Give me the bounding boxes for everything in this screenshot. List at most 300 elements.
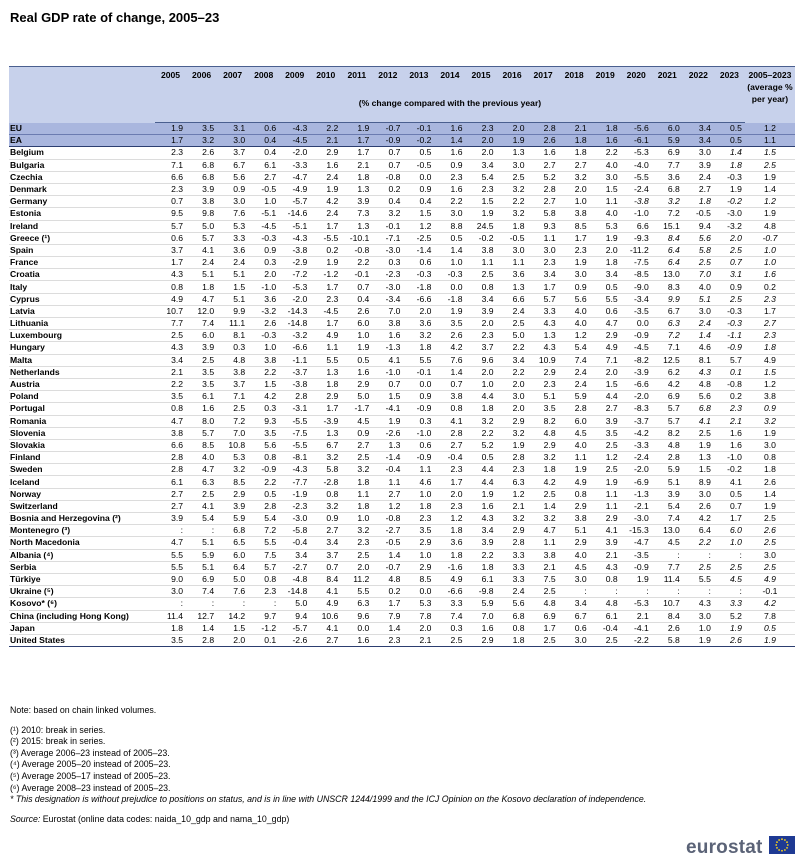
value-cell: 2.2 — [248, 476, 279, 488]
value-cell: -4.5 — [248, 220, 279, 232]
value-cell: -0.8 — [372, 171, 403, 183]
value-cell: 5.1 — [652, 476, 683, 488]
value-cell: 7.1 — [155, 159, 186, 171]
average-cell: 1.8 — [745, 464, 795, 476]
value-cell: 2.7 — [341, 439, 372, 451]
value-cell: -0.3 — [434, 269, 465, 281]
value-cell: 2.7 — [372, 488, 403, 500]
value-cell: 1.9 — [714, 183, 745, 195]
value-cell: 1.5 — [217, 281, 248, 293]
value-cell: 1.7 — [310, 281, 341, 293]
value-cell: 2.5 — [590, 634, 621, 646]
table-row — [9, 244, 795, 256]
value-cell: 1.6 — [434, 147, 465, 159]
value-cell: 4.5 — [652, 537, 683, 549]
value-cell: 2.5 — [341, 452, 372, 464]
value-cell: 2.3 — [372, 634, 403, 646]
value-cell: 1.1 — [341, 488, 372, 500]
value-cell: 5.9 — [559, 391, 590, 403]
value-cell: 3.4 — [497, 354, 528, 366]
table-row — [9, 318, 795, 330]
value-cell: 3.4 — [279, 549, 310, 561]
value-cell: -4.5 — [310, 305, 341, 317]
value-cell: 3.0 — [683, 147, 714, 159]
row-label: Sweden — [9, 464, 155, 476]
value-cell: 2.6 — [714, 634, 745, 646]
value-cell: 5.0 — [279, 598, 310, 610]
value-cell: 3.5 — [186, 366, 217, 378]
value-cell: 7.8 — [403, 610, 434, 622]
year-header: 2017 — [528, 67, 559, 85]
value-cell: 2.3 — [528, 257, 559, 269]
value-cell: 10.7 — [155, 305, 186, 317]
value-cell: 1.2 — [434, 513, 465, 525]
row-label: Bulgaria — [9, 159, 155, 171]
source-line — [10, 814, 646, 826]
value-cell: 5.1 — [186, 537, 217, 549]
value-cell: 4.3 — [528, 318, 559, 330]
value-cell: 6.6 — [155, 439, 186, 451]
value-cell: 2.6 — [248, 318, 279, 330]
value-cell: 1.1 — [403, 464, 434, 476]
year-header: 2006 — [186, 67, 217, 85]
value-cell: 2.5 — [714, 293, 745, 305]
value-cell: 2.3 — [155, 183, 186, 195]
value-cell: -1.8 — [403, 281, 434, 293]
value-cell: 7.4 — [652, 513, 683, 525]
value-cell: 3.5 — [590, 427, 621, 439]
value-cell: 3.1 — [217, 123, 248, 135]
value-cell: 5.5 — [403, 354, 434, 366]
value-cell: 1.6 — [528, 147, 559, 159]
value-cell: 2.9 — [497, 525, 528, 537]
value-cell: -1.3 — [621, 488, 652, 500]
value-cell: 4.3 — [683, 366, 714, 378]
value-cell: -14.3 — [279, 305, 310, 317]
header-corner — [9, 67, 155, 123]
row-label: Slovakia — [9, 439, 155, 451]
value-cell: 1.8 — [465, 403, 496, 415]
value-cell: 6.6 — [497, 293, 528, 305]
value-cell: : — [155, 525, 186, 537]
row-label: Kosovo* (⁶) — [9, 598, 155, 610]
value-cell: 7.6 — [217, 208, 248, 220]
year-header: 2012 — [372, 67, 403, 85]
value-cell: 1.8 — [310, 378, 341, 390]
value-cell: 9.4 — [683, 220, 714, 232]
value-cell: 2.5 — [714, 561, 745, 573]
value-cell: 3.4 — [559, 598, 590, 610]
table-row — [9, 427, 795, 439]
value-cell: -6.6 — [621, 378, 652, 390]
value-cell: 3.2 — [497, 208, 528, 220]
value-cell: 1.9 — [372, 415, 403, 427]
value-cell: 2.6 — [683, 500, 714, 512]
value-cell: -0.3 — [714, 171, 745, 183]
value-cell: 3.8 — [186, 196, 217, 208]
value-cell: 1.9 — [497, 439, 528, 451]
value-cell: 2.2 — [434, 196, 465, 208]
value-cell: 4.8 — [217, 354, 248, 366]
value-cell: 3.8 — [559, 208, 590, 220]
value-cell: -0.2 — [403, 135, 434, 147]
value-cell: 0.4 — [341, 293, 372, 305]
value-cell: 3.5 — [248, 427, 279, 439]
value-cell: 1.4 — [714, 147, 745, 159]
value-cell: 3.6 — [217, 244, 248, 256]
value-cell: 3.0 — [559, 269, 590, 281]
value-cell: 1.9 — [559, 464, 590, 476]
value-cell: 10.8 — [217, 439, 248, 451]
value-cell: 5.9 — [652, 135, 683, 147]
value-cell: 0.2 — [372, 183, 403, 195]
value-cell: -1.4 — [403, 244, 434, 256]
row-label: Serbia — [9, 561, 155, 573]
value-cell: -0.2 — [465, 232, 496, 244]
value-cell: 1.8 — [683, 196, 714, 208]
value-cell: 9.9 — [652, 293, 683, 305]
value-cell: -6.1 — [621, 135, 652, 147]
value-cell: 1.0 — [341, 330, 372, 342]
value-cell: 5.3 — [403, 598, 434, 610]
table-row — [9, 123, 795, 135]
row-label: Slovenia — [9, 427, 155, 439]
value-cell: -0.9 — [621, 561, 652, 573]
value-cell: 5.5 — [155, 549, 186, 561]
value-cell: 4.6 — [403, 476, 434, 488]
value-cell: 3.9 — [155, 513, 186, 525]
value-cell: 10.7 — [652, 598, 683, 610]
value-cell: 0.8 — [559, 488, 590, 500]
value-cell: 4.2 — [683, 513, 714, 525]
value-cell: 4.7 — [186, 464, 217, 476]
year-header: 2011 — [341, 67, 372, 85]
value-cell: 8.8 — [434, 220, 465, 232]
value-cell: 6.8 — [186, 159, 217, 171]
value-cell: 1.9 — [155, 123, 186, 135]
value-cell: -5.8 — [279, 525, 310, 537]
value-cell: 0.6 — [248, 123, 279, 135]
value-cell: 4.3 — [528, 342, 559, 354]
value-cell: 5.3 — [590, 220, 621, 232]
row-label: Türkiye — [9, 573, 155, 585]
value-cell: 6.2 — [652, 366, 683, 378]
value-cell: -0.9 — [403, 452, 434, 464]
value-cell: 2.2 — [465, 549, 496, 561]
value-cell: 15.1 — [652, 220, 683, 232]
value-cell: 3.6 — [434, 537, 465, 549]
value-cell: -7.1 — [372, 232, 403, 244]
average-cell: 1.9 — [745, 500, 795, 512]
value-cell: -8.1 — [279, 452, 310, 464]
value-cell: 1.5 — [465, 196, 496, 208]
value-cell: 3.9 — [652, 488, 683, 500]
value-cell: -5.3 — [279, 281, 310, 293]
value-cell: 3.4 — [155, 354, 186, 366]
value-cell: 1.8 — [434, 549, 465, 561]
value-cell: 9.0 — [155, 573, 186, 585]
average-cell: 1.2 — [745, 196, 795, 208]
value-cell: 5.7 — [714, 354, 745, 366]
average-cell: 1.2 — [745, 378, 795, 390]
value-cell: 2.1 — [714, 415, 745, 427]
value-cell: 3.2 — [372, 208, 403, 220]
value-cell: 3.8 — [248, 354, 279, 366]
value-cell: 1.7 — [310, 220, 341, 232]
value-cell: 5.4 — [652, 500, 683, 512]
eurostat-logo — [686, 836, 795, 859]
value-cell: 6.0 — [714, 525, 745, 537]
value-cell: 2.4 — [310, 208, 341, 220]
value-cell: 2.6 — [434, 330, 465, 342]
value-cell: 4.8 — [683, 378, 714, 390]
table-row — [9, 476, 795, 488]
value-cell: 3.0 — [559, 573, 590, 585]
value-cell: -0.5 — [372, 537, 403, 549]
table-row — [9, 293, 795, 305]
value-cell: -5.5 — [279, 439, 310, 451]
value-cell: -4.5 — [621, 342, 652, 354]
value-cell: -9.3 — [621, 232, 652, 244]
row-label: Bosnia and Herzegovina (²) — [9, 513, 155, 525]
average-cell: 2.5 — [745, 537, 795, 549]
value-cell: 7.0 — [683, 269, 714, 281]
value-cell: : — [652, 549, 683, 561]
value-cell: 2.5 — [186, 354, 217, 366]
value-cell: -0.8 — [714, 378, 745, 390]
value-cell: -3.5 — [621, 549, 652, 561]
value-cell: 5.1 — [186, 561, 217, 573]
value-cell: -0.3 — [714, 318, 745, 330]
value-cell: 6.3 — [341, 598, 372, 610]
average-cell: 4.9 — [745, 354, 795, 366]
average-cell: 1.2 — [745, 123, 795, 135]
value-cell: 1.9 — [434, 305, 465, 317]
table-row — [9, 171, 795, 183]
row-label: Greece (¹) — [9, 232, 155, 244]
value-cell: 2.8 — [652, 452, 683, 464]
value-cell: 6.8 — [217, 525, 248, 537]
value-cell: 0.7 — [310, 561, 341, 573]
value-cell: 12.7 — [186, 610, 217, 622]
value-cell: -4.3 — [279, 232, 310, 244]
value-cell: 0.9 — [248, 244, 279, 256]
value-cell: 2.0 — [248, 269, 279, 281]
value-cell: 2.2 — [497, 342, 528, 354]
value-cell: 1.3 — [310, 427, 341, 439]
value-cell: 4.1 — [186, 500, 217, 512]
average-cell: 1.9 — [745, 208, 795, 220]
value-cell: 7.4 — [559, 354, 590, 366]
average-cell: 1.4 — [745, 488, 795, 500]
value-cell: 8.0 — [186, 415, 217, 427]
value-cell: 2.4 — [559, 366, 590, 378]
value-cell: -0.1 — [403, 366, 434, 378]
value-cell: 1.1 — [528, 537, 559, 549]
value-cell: 3.2 — [559, 171, 590, 183]
value-cell: -3.8 — [621, 196, 652, 208]
average-cell: 3.0 — [745, 549, 795, 561]
value-cell: 2.9 — [341, 378, 372, 390]
value-cell: 0.5 — [465, 452, 496, 464]
value-cell: 3.3 — [434, 598, 465, 610]
value-cell: 2.3 — [434, 500, 465, 512]
value-cell: 1.3 — [497, 281, 528, 293]
value-cell: -9.8 — [465, 586, 496, 598]
value-cell: 4.5 — [559, 427, 590, 439]
value-cell: 3.4 — [465, 525, 496, 537]
value-cell: 6.9 — [652, 391, 683, 403]
value-cell: : — [652, 586, 683, 598]
value-cell: 6.3 — [497, 476, 528, 488]
value-cell: 4.2 — [310, 196, 341, 208]
value-cell: -1.6 — [434, 561, 465, 573]
average-cell: 1.4 — [745, 183, 795, 195]
value-cell: 5.7 — [248, 561, 279, 573]
value-cell: 1.0 — [341, 513, 372, 525]
flag-star — [778, 839, 780, 841]
value-cell: : — [683, 549, 714, 561]
value-cell: 0.0 — [403, 586, 434, 598]
value-cell: 1.5 — [590, 183, 621, 195]
value-cell: 6.1 — [465, 573, 496, 585]
value-cell: 4.1 — [310, 586, 341, 598]
value-cell: 3.2 — [186, 135, 217, 147]
value-cell: 2.1 — [528, 561, 559, 573]
value-cell: 1.2 — [403, 220, 434, 232]
value-cell: 6.9 — [186, 573, 217, 585]
table-row — [9, 488, 795, 500]
value-cell: 7.0 — [372, 305, 403, 317]
value-cell: 1.2 — [497, 488, 528, 500]
value-cell: -3.4 — [621, 293, 652, 305]
value-cell: 3.4 — [590, 269, 621, 281]
value-cell: 5.1 — [217, 293, 248, 305]
value-cell: 2.5 — [528, 586, 559, 598]
value-cell: -0.5 — [497, 232, 528, 244]
value-cell: 4.9 — [434, 573, 465, 585]
value-cell: 0.8 — [248, 452, 279, 464]
table-row — [9, 281, 795, 293]
value-cell: 2.9 — [497, 415, 528, 427]
value-cell: 0.9 — [714, 281, 745, 293]
value-cell: 1.9 — [465, 488, 496, 500]
value-cell: -2.3 — [372, 269, 403, 281]
value-cell: -0.8 — [372, 513, 403, 525]
value-cell: 3.7 — [155, 244, 186, 256]
table-row — [9, 208, 795, 220]
value-cell: 1.1 — [559, 452, 590, 464]
value-cell: 6.7 — [310, 439, 341, 451]
gdp-table — [9, 66, 795, 647]
value-cell: 5.8 — [528, 208, 559, 220]
value-cell: 1.0 — [434, 257, 465, 269]
table-row — [9, 537, 795, 549]
row-label: Norway — [9, 488, 155, 500]
value-cell: 7.4 — [186, 586, 217, 598]
value-cell: 3.0 — [590, 171, 621, 183]
row-label: Portugal — [9, 403, 155, 415]
value-cell: 4.9 — [590, 342, 621, 354]
value-cell: 2.7 — [528, 159, 559, 171]
value-cell: 1.9 — [590, 476, 621, 488]
value-cell: 4.2 — [528, 476, 559, 488]
average-cell: 2.5 — [745, 561, 795, 573]
value-cell: -1.4 — [372, 452, 403, 464]
value-cell: -0.1 — [341, 269, 372, 281]
value-cell: 2.4 — [217, 257, 248, 269]
value-cell: 2.1 — [341, 159, 372, 171]
value-cell: 4.8 — [528, 427, 559, 439]
value-cell: 12.0 — [186, 305, 217, 317]
value-cell: -9.0 — [621, 281, 652, 293]
flag-star — [786, 844, 788, 846]
value-cell: 2.0 — [497, 123, 528, 135]
value-cell: -3.0 — [372, 244, 403, 256]
value-cell: 2.3 — [465, 183, 496, 195]
value-cell: 3.0 — [497, 244, 528, 256]
note-chain-linked: Note: based on chain linked volumes. — [10, 705, 157, 715]
value-cell: 3.8 — [155, 427, 186, 439]
average-cell: 0.5 — [745, 622, 795, 634]
average-cell: 1.9 — [745, 634, 795, 646]
year-header: 2020 — [621, 67, 652, 85]
value-cell: 6.8 — [683, 403, 714, 415]
value-cell: 1.2 — [590, 452, 621, 464]
value-cell: 4.0 — [683, 281, 714, 293]
row-label: Netherlands — [9, 366, 155, 378]
value-cell: 5.3 — [217, 220, 248, 232]
average-cell: 4.9 — [745, 573, 795, 585]
value-cell: 2.5 — [683, 561, 714, 573]
value-cell: 3.0 — [497, 391, 528, 403]
table-body — [9, 123, 795, 647]
value-cell: 0.9 — [217, 183, 248, 195]
value-cell: 2.0 — [714, 232, 745, 244]
value-cell: 1.4 — [372, 549, 403, 561]
value-cell: 2.0 — [403, 305, 434, 317]
value-cell: -1.0 — [248, 281, 279, 293]
value-cell: 8.9 — [683, 476, 714, 488]
value-cell: 6.9 — [652, 147, 683, 159]
value-cell: 1.1 — [590, 500, 621, 512]
value-cell: -4.8 — [279, 573, 310, 585]
value-cell: -2.3 — [279, 500, 310, 512]
value-cell: 3.2 — [310, 500, 341, 512]
value-cell: -3.8 — [279, 244, 310, 256]
footnote-5: (⁵) Average 2005–17 instead of 2005–23. — [10, 770, 171, 781]
value-cell: 1.0 — [683, 622, 714, 634]
value-cell: 6.5 — [217, 537, 248, 549]
value-cell: 0.3 — [434, 622, 465, 634]
value-cell: -3.7 — [279, 366, 310, 378]
value-cell: 2.8 — [155, 452, 186, 464]
value-cell: 8.2 — [652, 427, 683, 439]
value-cell: 7.1 — [590, 354, 621, 366]
value-cell: 4.9 — [310, 598, 341, 610]
value-cell: 0.1 — [714, 366, 745, 378]
value-cell: 4.2 — [434, 342, 465, 354]
value-cell: 5.9 — [186, 549, 217, 561]
year-header: 2005 — [155, 67, 186, 85]
value-cell: 0.0 — [341, 622, 372, 634]
table-row — [9, 183, 795, 195]
table-row — [9, 220, 795, 232]
value-cell: -0.7 — [372, 561, 403, 573]
value-cell: 2.5 — [714, 244, 745, 256]
value-cell: 5.2 — [465, 439, 496, 451]
value-cell: 5.4 — [248, 513, 279, 525]
